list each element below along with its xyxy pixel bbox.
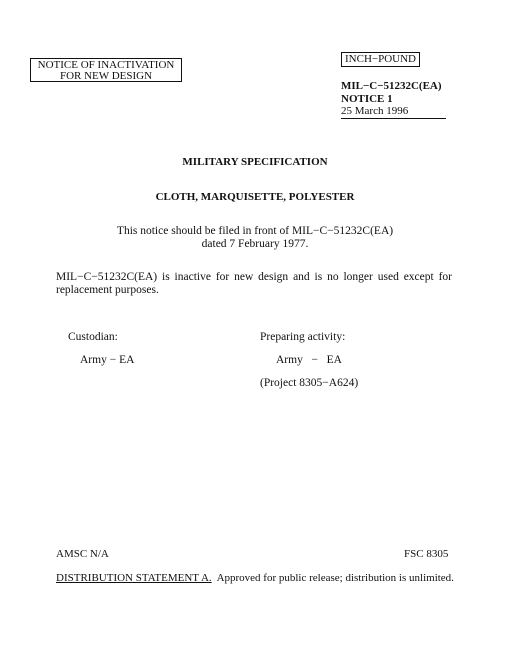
specification-type: MILITARY SPECIFICATION <box>182 156 328 168</box>
header-rule-divider <box>341 118 446 119</box>
specification-title: CLOTH, MARQUISETTE, POLYESTER <box>155 191 355 203</box>
inch-pound-box: INCH−POUND <box>341 52 420 67</box>
amsc-code: AMSC N/A <box>56 548 109 560</box>
preparing-activity-value: Army − EA <box>276 354 342 366</box>
custodian-value: Army − EA <box>80 354 135 366</box>
distribution-statement-text: Approved for public release; distribution is unlimited. <box>211 572 454 584</box>
inactivation-statement: MIL−C−51232C(EA) is inactive for new design and is no longer used except for replacement purposes. <box>56 271 452 296</box>
custodian-label: Custodian: <box>68 331 118 343</box>
distribution-statement-label: DISTRIBUTION STATEMENT A. <box>56 572 212 584</box>
notice-box-line1: NOTICE OF INACTIVATION <box>37 59 175 71</box>
inactivation-notice-box <box>30 58 182 82</box>
project-number: (Project 8305−A624) <box>260 377 359 389</box>
notice-date: 25 March 1996 <box>341 105 409 117</box>
preparing-activity-label: Preparing activity: <box>260 331 346 343</box>
filing-instruction <box>0 225 510 251</box>
filing-line1: This notice should be filed in front of MIL−C−51232C(EA) <box>116 225 394 237</box>
distribution-statement <box>56 572 454 585</box>
fsc-code: FSC 8305 <box>404 548 449 560</box>
document-id: MIL−C−51232C(EA) <box>341 80 442 92</box>
notice-number: NOTICE 1 <box>341 93 393 105</box>
filing-line2: dated 7 February 1977. <box>201 238 309 250</box>
notice-box-line2: FOR NEW DESIGN <box>59 70 153 82</box>
